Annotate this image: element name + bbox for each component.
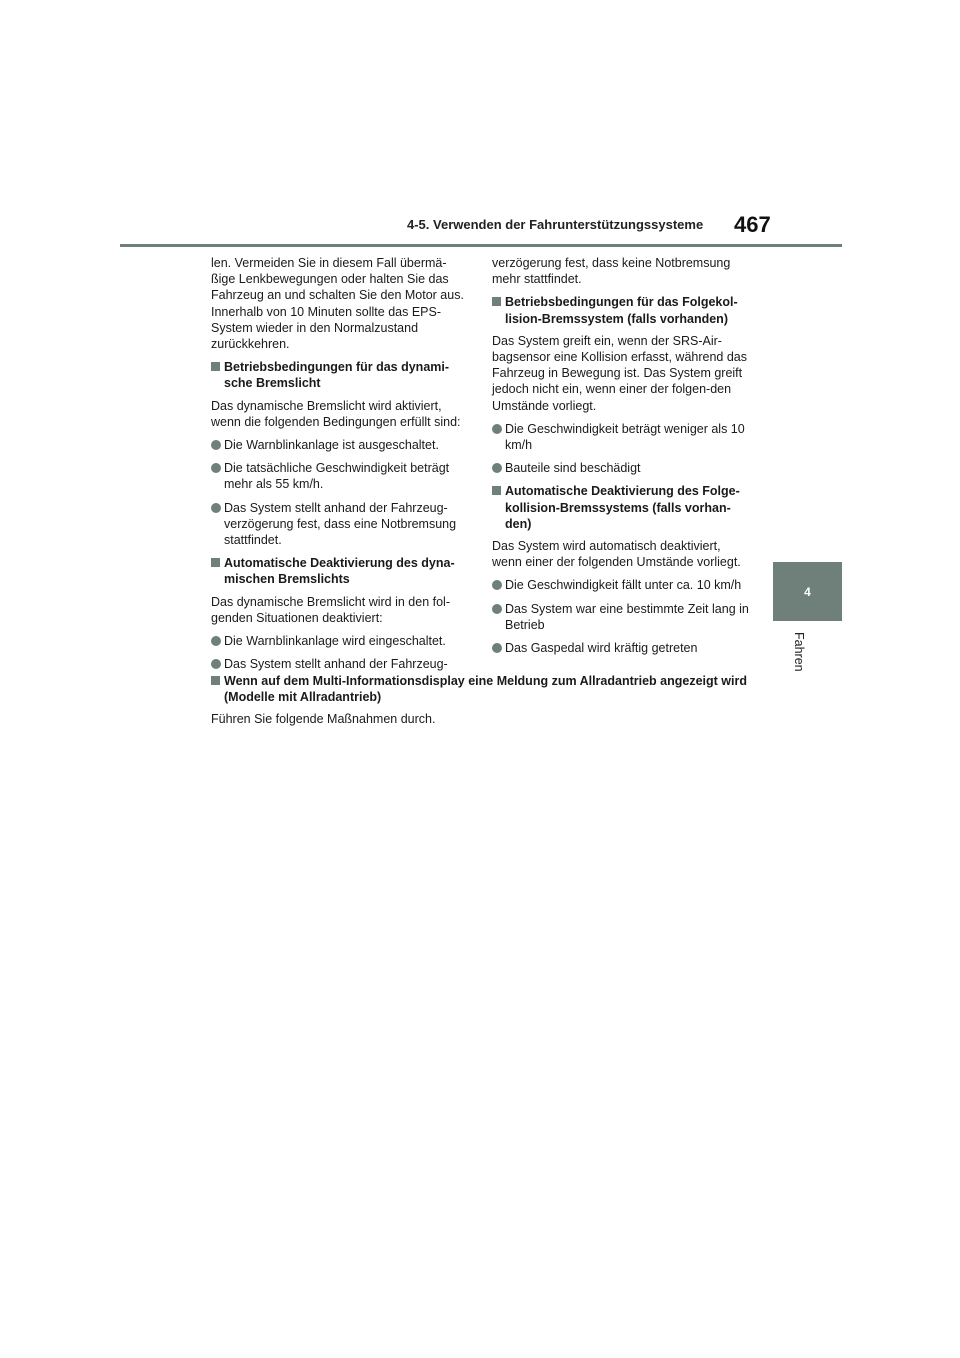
list-item [492,421,750,453]
paragraph: Führen Sie folgende Maßnahmen durch. [211,712,436,727]
page-header-title: 4-5. Verwenden der Fahrunterstützungssysteme [407,217,704,232]
paragraph: Das dynamische Bremslicht wird aktiviert, wenn die folgenden Bedingungen erfüllt sind: [211,398,461,429]
paragraph: verzögerung fest, dass keine Notbremsung mehr stattfindet. [492,256,731,287]
circle-bullet-icon [211,659,221,669]
chapter-tab [773,562,842,621]
left-column [211,255,469,679]
list-item-text: Bauteile sind beschädigt [505,461,641,476]
circle-bullet-icon [211,503,221,513]
paragraph: Das System wird automatisch deaktiviert, wenn einer der folgenden Umstände vorliegt. [492,539,741,570]
circle-bullet-icon [492,463,502,473]
square-bullet-icon [211,676,220,685]
paragraph: Das dynamische Bremslicht wird in den fol-genden Situationen deaktiviert: [211,594,450,625]
list-item [211,460,469,492]
chapter-number: 4 [804,584,811,599]
paragraph: Das System greift ein, wenn der SRS-Air-bagsensor eine Kollision erfasst, während das Fahrzeug in Bewegung ist. Das System greift jedoch nicht ein, wenn einer der folgen-den Umstände vorliegt. [492,333,748,413]
paragraph: len. Vermeiden Sie in diesem Fall übermä-ßige Lenkbewegungen oder halten Sie das Fahrzeug an und schalten Sie den Motor aus. Innerhalb von 10 Minuten sollte das EPS-System wieder in den Normalzustand zurückkehren. [211,256,464,352]
chapter-label: Fahren [792,632,806,672]
list-item [492,460,750,476]
circle-bullet-icon [211,636,221,646]
heading-text: Wenn auf dem Multi-Informationsdisplay eine Meldung zum Allradantrieb angezeigt wird (Modelle mit Allradantrieb) [224,674,747,705]
right-column [492,255,750,663]
list-item-text: Die Warnblinkanlage ist ausgeschaltet. [224,438,439,453]
heading-text: Betriebsbedingungen für das Folgekol-lision-Bremssystem (falls vorhanden) [505,295,738,326]
list-item-text: Das Gaspedal wird kräftig getreten [505,641,698,656]
list-item [211,656,469,672]
circle-bullet-icon [492,604,502,614]
section-heading [492,483,750,532]
list-item-text: Das System stellt anhand der Fahrzeug- [224,657,448,672]
heading-text: Automatische Deaktivierung des dyna-mischen Bremslichts [224,556,455,587]
circle-bullet-icon [211,463,221,473]
heading-text: Automatische Deaktivierung des Folge-kollision-Bremssystems (falls vorhan-den) [505,484,740,531]
circle-bullet-icon [492,580,502,590]
page-number: 467 [734,212,771,237]
heading-text: Betriebsbedingungen für das dynami-sche Bremslicht [224,360,450,391]
section-heading [211,555,469,587]
list-item [211,437,469,453]
list-item [492,601,750,633]
list-item [492,640,750,656]
list-item [211,500,469,549]
section-heading [211,673,751,705]
list-item-text: Das System stellt anhand der Fahrzeug-verzögerung fest, dass eine Notbremsung stattfindet. [224,500,457,548]
list-item-text: Die Warnblinkanlage wird eingeschaltet. [224,634,446,649]
list-item-text: Die Geschwindigkeit fällt unter ca. 10 km/h [505,578,742,593]
circle-bullet-icon [492,424,502,434]
square-bullet-icon [211,558,220,567]
circle-bullet-icon [492,643,502,653]
section-heading [211,359,469,391]
list-item [492,577,750,593]
full-width-section [211,673,751,735]
circle-bullet-icon [211,440,221,450]
list-item-text: Die Geschwindigkeit beträgt weniger als 10 km/h [505,421,745,453]
square-bullet-icon [492,486,501,495]
list-item-text: Die tatsächliche Geschwindigkeit beträgt mehr als 55 km/h. [224,461,450,492]
square-bullet-icon [211,362,220,371]
section-heading [492,294,750,326]
header-rule [120,244,842,247]
square-bullet-icon [492,297,501,306]
list-item-text: Das System war eine bestimmte Zeit lang in Betrieb [505,601,749,632]
list-item [211,633,469,649]
